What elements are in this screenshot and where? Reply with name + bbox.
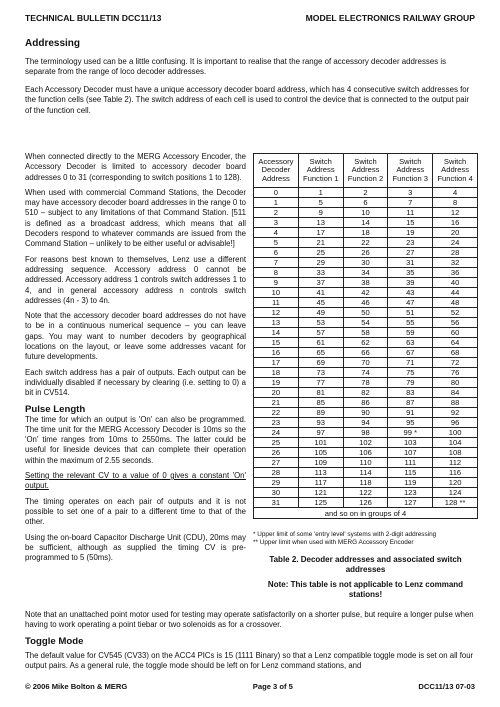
table-lenz-note: Note: This table is not applicable to Lenz command stations! [267, 580, 464, 599]
cell-accessory-address: 31 [254, 498, 299, 508]
cell-switch-address: 119 [388, 478, 433, 488]
cell-switch-address: 11 [388, 208, 433, 218]
cell-switch-address: 79 [388, 378, 433, 388]
cell-switch-address: 103 [388, 438, 433, 448]
cell-accessory-address: 27 [254, 458, 299, 468]
cell-switch-address: 53 [298, 318, 343, 328]
cell-accessory-address: 23 [254, 418, 299, 428]
cell-switch-address: 125 [298, 498, 343, 508]
cell-switch-address: 93 [298, 418, 343, 428]
cell-switch-address: 31 [388, 258, 433, 268]
cell-switch-address: 120 [433, 478, 478, 488]
cell-switch-address: 86 [343, 398, 388, 408]
section-title-pulse-length: Pulse Length [25, 403, 86, 415]
header-function-1: Switch Address Function 1 [298, 154, 343, 188]
table-row [254, 268, 478, 278]
cell-switch-address: 5 [298, 198, 343, 208]
header-function-4: Switch Address Function 4 [433, 154, 478, 188]
cell-switch-address: 67 [388, 348, 433, 358]
cell-switch-address: 20 [433, 228, 478, 238]
table-row [254, 438, 478, 448]
table-row [254, 348, 478, 358]
cell-switch-address: 66 [343, 348, 388, 358]
footer-copyright: © 2006 Mike Bolton & MERG [25, 682, 128, 691]
table-footer-row [254, 508, 478, 519]
cell-switch-address: 118 [343, 478, 388, 488]
cell-switch-address: 44 [433, 288, 478, 298]
cell-switch-address: 106 [343, 448, 388, 458]
cell-switch-address: 41 [298, 288, 343, 298]
cell-switch-address: 6 [343, 198, 388, 208]
cell-switch-address: 14 [343, 218, 388, 228]
cell-switch-address: 38 [343, 278, 388, 288]
cell-switch-address: 52 [433, 308, 478, 318]
cell-accessory-address: 21 [254, 398, 299, 408]
cell-switch-address: 1 [298, 188, 343, 198]
cell-switch-address: 17 [298, 228, 343, 238]
footnote-merg-encoder: ** Upper limit when used with MERG Accessory Encoder [253, 539, 414, 546]
cell-switch-address: 47 [388, 298, 433, 308]
cell-switch-address: 112 [433, 458, 478, 468]
cell-switch-address: 105 [298, 448, 343, 458]
table-row [254, 278, 478, 288]
cell-switch-address: 10 [343, 208, 388, 218]
table-row [254, 188, 478, 198]
cell-switch-address: 58 [343, 328, 388, 338]
cell-switch-address: 80 [433, 378, 478, 388]
cell-accessory-address: 30 [254, 488, 299, 498]
cell-switch-address: 60 [433, 328, 478, 338]
cell-switch-address: 90 [343, 408, 388, 418]
table-row [254, 298, 478, 308]
cell-accessory-address: 3 [254, 218, 299, 228]
table-row [254, 218, 478, 228]
cell-switch-address: 71 [388, 358, 433, 368]
cell-accessory-address: 2 [254, 208, 299, 218]
table-row [254, 478, 478, 488]
cell-accessory-address: 6 [254, 248, 299, 258]
paragraph-output-pairs: Each switch address has a pair of outputs. Each output can be individually disabled if necessary by clearing (i.e. setting to 0) a bit in CV514. [25, 367, 246, 398]
table-row [254, 388, 478, 398]
table-row [254, 378, 478, 388]
cell-accessory-address: 1 [254, 198, 299, 208]
cell-switch-address: 94 [343, 418, 388, 428]
cell-switch-address: 45 [298, 298, 343, 308]
cell-accessory-address: 19 [254, 378, 299, 388]
cell-accessory-address: 11 [254, 298, 299, 308]
paragraph-pulse-time: The time for which an output is 'On' can also be programmed. The time unit for the MERG Accessory Decoder is 10ms so the 'On' time ranges from 10ms to 2550ms. The latter could be useful for lineside devices that can complete their operation within the maximum of 2.55 seconds. [25, 414, 246, 465]
header-function-3: Switch Address Function 3 [388, 154, 433, 188]
paragraph-unattached-motor: Note that an unattached point motor used for testing may operate satisfactorily on a shorter pulse, but require a longer pulse when having to work operating a point tiebar or two solenoids as for a crossover. [25, 610, 474, 630]
cell-accessory-address: 9 [254, 278, 299, 288]
cell-accessory-address: 26 [254, 448, 299, 458]
cell-switch-address: 13 [298, 218, 343, 228]
cell-accessory-address: 0 [254, 188, 299, 198]
cell-switch-address: 88 [433, 398, 478, 408]
cell-switch-address: 82 [343, 388, 388, 398]
cell-switch-address: 110 [343, 458, 388, 468]
table-caption: Table 2. Decoder addresses and associated switch addresses [269, 555, 462, 574]
cell-switch-address: 56 [433, 318, 478, 328]
cell-switch-address: 114 [343, 468, 388, 478]
cell-switch-address: 70 [343, 358, 388, 368]
intro-paragraph-1: The terminology used can be a little confusing. It is important to realise that the range of accessory decoder addresses is separate from the range of loco decoder addresses. [25, 57, 447, 77]
decoder-address-table [253, 153, 478, 519]
cell-switch-address: 30 [343, 258, 388, 268]
table-row [254, 408, 478, 418]
cell-switch-address: 34 [343, 268, 388, 278]
cell-switch-address: 123 [388, 488, 433, 498]
cell-switch-address: 124 [433, 488, 478, 498]
cell-switch-address: 121 [298, 488, 343, 498]
cell-switch-address: 77 [298, 378, 343, 388]
cell-switch-address: 64 [433, 338, 478, 348]
cell-switch-address: 113 [298, 468, 343, 478]
footer-page-number: Page 3 of 5 [252, 682, 293, 691]
cell-accessory-address: 29 [254, 478, 299, 488]
cell-accessory-address: 16 [254, 348, 299, 358]
cell-switch-address: 85 [298, 398, 343, 408]
cell-accessory-address: 17 [254, 358, 299, 368]
cell-switch-address: 72 [433, 358, 478, 368]
page-footer [25, 682, 475, 691]
cell-switch-address: 65 [298, 348, 343, 358]
table-row [254, 488, 478, 498]
table-footnotes [253, 531, 483, 547]
cell-switch-address: 49 [298, 308, 343, 318]
cell-switch-address: 91 [388, 408, 433, 418]
cell-switch-address: 68 [433, 348, 478, 358]
table-row [254, 248, 478, 258]
cell-switch-address: 92 [433, 408, 478, 418]
cell-switch-address: 43 [388, 288, 433, 298]
cell-accessory-address: 20 [254, 388, 299, 398]
cell-switch-address: 46 [343, 298, 388, 308]
cell-switch-address: 84 [433, 388, 478, 398]
cell-switch-address: 96 [433, 418, 478, 428]
cell-accessory-address: 25 [254, 438, 299, 448]
cell-switch-address: 78 [343, 378, 388, 388]
cell-switch-address: 73 [298, 368, 343, 378]
cell-switch-address: 39 [388, 278, 433, 288]
cell-switch-address: 122 [343, 488, 388, 498]
table-footer-note: and so on in groups of 4 [254, 508, 478, 519]
cell-switch-address: 51 [388, 308, 433, 318]
footnote-entry-level: * Upper limit of some 'entry level' systems with 2-digit addressing [253, 531, 437, 538]
paragraph-address-gaps: Note that the accessory decoder board addresses do not have to be in a continuous numerical sequence – you can leave gaps. You may want to number decoders by geographical locations on the layout, or leave some addresses vacant for future developments. [25, 311, 246, 362]
cell-switch-address: 3 [388, 188, 433, 198]
cell-accessory-address: 15 [254, 338, 299, 348]
cell-switch-address: 100 [433, 428, 478, 438]
header-function-2: Switch Address Function 2 [343, 154, 388, 188]
cell-switch-address: 99 * [388, 428, 433, 438]
table-row [254, 498, 478, 508]
cell-switch-address: 107 [388, 448, 433, 458]
cell-switch-address: 101 [298, 438, 343, 448]
cell-switch-address: 2 [343, 188, 388, 198]
cell-switch-address: 127 [388, 498, 433, 508]
cell-switch-address: 126 [343, 498, 388, 508]
cell-switch-address: 74 [343, 368, 388, 378]
cell-switch-address: 69 [298, 358, 343, 368]
cell-switch-address: 16 [433, 218, 478, 228]
paragraph-commercial-stations: When used with commercial Command Stations, the Decoder may have accessory decoder board addresses in the range 0 to 510 – subject to any limitations of that Command Station. [511 is defined as a broadcast address, which means that all Decoders respond to whatever commands are issued from the Command Station – unlikely to be either useful or advisable!] [25, 187, 246, 249]
cell-switch-address: 50 [343, 308, 388, 318]
table-row [254, 458, 478, 468]
cell-accessory-address: 8 [254, 268, 299, 278]
paragraph-merg-encoder: When connected directly to the MERG Accessory Encoder, the Accessory Decoder is limited to accessory decoder board addresses 0 to 31 (corresponding to switch positions 1 to 128). [25, 152, 246, 182]
paragraph-constant-on: Setting the relevant CV to a value of 0 gives a constant 'On' output. [25, 471, 246, 491]
cell-switch-address: 87 [388, 398, 433, 408]
cell-switch-address: 76 [433, 368, 478, 378]
cell-switch-address: 54 [343, 318, 388, 328]
cell-switch-address: 81 [298, 388, 343, 398]
table-row [254, 338, 478, 348]
cell-switch-address: 36 [433, 268, 478, 278]
cell-switch-address: 115 [388, 468, 433, 478]
cell-switch-address: 102 [343, 438, 388, 448]
cell-switch-address: 21 [298, 238, 343, 248]
cell-switch-address: 109 [298, 458, 343, 468]
cell-switch-address: 24 [433, 238, 478, 248]
table-row [254, 448, 478, 458]
cell-switch-address: 57 [298, 328, 343, 338]
cell-switch-address: 37 [298, 278, 343, 288]
table-row [254, 398, 478, 408]
cell-accessory-address: 13 [254, 318, 299, 328]
cell-switch-address: 108 [433, 448, 478, 458]
section-title-addressing: Addressing [25, 38, 81, 49]
cell-switch-address: 23 [388, 238, 433, 248]
cell-switch-address: 22 [343, 238, 388, 248]
cell-switch-address: 59 [388, 328, 433, 338]
table-row [254, 318, 478, 328]
cell-switch-address: 19 [388, 228, 433, 238]
table-row [254, 468, 478, 478]
paragraph-cdu: Using the on-board Capacitor Discharge Unit (CDU), 20ms may be sufficient, although as supplied the timing CV is pre-programmed to 5 (50ms). [25, 532, 246, 563]
cell-switch-address: 117 [298, 478, 343, 488]
page-header [25, 13, 475, 23]
cell-switch-address: 12 [433, 208, 478, 218]
table-row [254, 368, 478, 378]
cell-switch-address: 55 [388, 318, 433, 328]
cell-accessory-address: 24 [254, 428, 299, 438]
header-organisation: MODEL ELECTRONICS RAILWAY GROUP [305, 13, 475, 23]
intro-paragraph-2: Each Accessory Decoder must have a unique accessory decoder board address, which has 4 consecutive switch addresses for the function cells (see Table 2). The switch address of each cell is used to control the device that is connected to the output pair of the function cell. [25, 85, 470, 115]
cell-switch-address: 33 [298, 268, 343, 278]
cell-switch-address: 128 ** [433, 498, 478, 508]
left-column [25, 152, 246, 568]
cell-switch-address: 75 [388, 368, 433, 378]
cell-switch-address: 40 [433, 278, 478, 288]
cell-switch-address: 15 [388, 218, 433, 228]
cell-accessory-address: 12 [254, 308, 299, 318]
cell-accessory-address: 14 [254, 328, 299, 338]
cell-accessory-address: 4 [254, 228, 299, 238]
header-accessory-address: Accessory Decoder Address [254, 154, 299, 188]
cell-switch-address: 48 [433, 298, 478, 308]
paragraph-lenz-sequence: For reasons best known to themselves, Lenz use a different addressing sequence. Accessory address 0 cannot be addressed. Accessory address 1 controls switch addresses 1 to 4, and in general accessory address n controls switch addresses (4n - 3) to 4n. [25, 254, 246, 305]
cell-switch-address: 111 [388, 458, 433, 468]
cell-accessory-address: 10 [254, 288, 299, 298]
table-row [254, 258, 478, 268]
table-row [254, 418, 478, 428]
cell-switch-address: 42 [343, 288, 388, 298]
table-row [254, 228, 478, 238]
table-row [254, 208, 478, 218]
cell-switch-address: 35 [388, 268, 433, 278]
cell-switch-address: 97 [298, 428, 343, 438]
cell-switch-address: 25 [298, 248, 343, 258]
cell-switch-address: 29 [298, 258, 343, 268]
table-row [254, 428, 478, 438]
cell-switch-address: 8 [433, 198, 478, 208]
cell-accessory-address: 28 [254, 468, 299, 478]
table-header-row [254, 154, 478, 188]
cell-switch-address: 18 [343, 228, 388, 238]
cell-switch-address: 27 [388, 248, 433, 258]
cell-switch-address: 26 [343, 248, 388, 258]
cell-accessory-address: 7 [254, 258, 299, 268]
cell-accessory-address: 18 [254, 368, 299, 378]
cell-switch-address: 116 [433, 468, 478, 478]
cell-switch-address: 98 [343, 428, 388, 438]
cell-switch-address: 104 [433, 438, 478, 448]
table-row [254, 288, 478, 298]
cell-switch-address: 89 [298, 408, 343, 418]
cell-switch-address: 9 [298, 208, 343, 218]
section-title-toggle-mode: Toggle Mode [25, 636, 84, 647]
header-bulletin-id: TECHNICAL BULLETIN DCC11/13 [25, 13, 162, 23]
footer-document-ref: DCC11/13 07-03 [418, 682, 475, 691]
cell-switch-address: 4 [433, 188, 478, 198]
table-row [254, 198, 478, 208]
cell-switch-address: 7 [388, 198, 433, 208]
table-row [254, 308, 478, 318]
cell-switch-address: 28 [433, 248, 478, 258]
cell-switch-address: 95 [388, 418, 433, 428]
paragraph-timing-pairs: The timing operates on each pair of outputs and it is not possible to set one of a pair to a different time to that of the other. [25, 496, 246, 527]
cell-switch-address: 62 [343, 338, 388, 348]
paragraph-toggle-mode: The default value for CV545 (CV33) on the ACC4 PICs is 15 (1111 Binary) so that a Lenz compatible toggle mode is set on all four output pairs. As a general rule, the toggle mode should be left on for Lenz command stations, and [25, 651, 474, 671]
cell-switch-address: 61 [298, 338, 343, 348]
cell-switch-address: 63 [388, 338, 433, 348]
cell-accessory-address: 22 [254, 408, 299, 418]
cell-accessory-address: 5 [254, 238, 299, 248]
table-body [254, 188, 478, 508]
cell-switch-address: 32 [433, 258, 478, 268]
table-row [254, 328, 478, 338]
table-row [254, 238, 478, 248]
table-row [254, 358, 478, 368]
cell-switch-address: 83 [388, 388, 433, 398]
